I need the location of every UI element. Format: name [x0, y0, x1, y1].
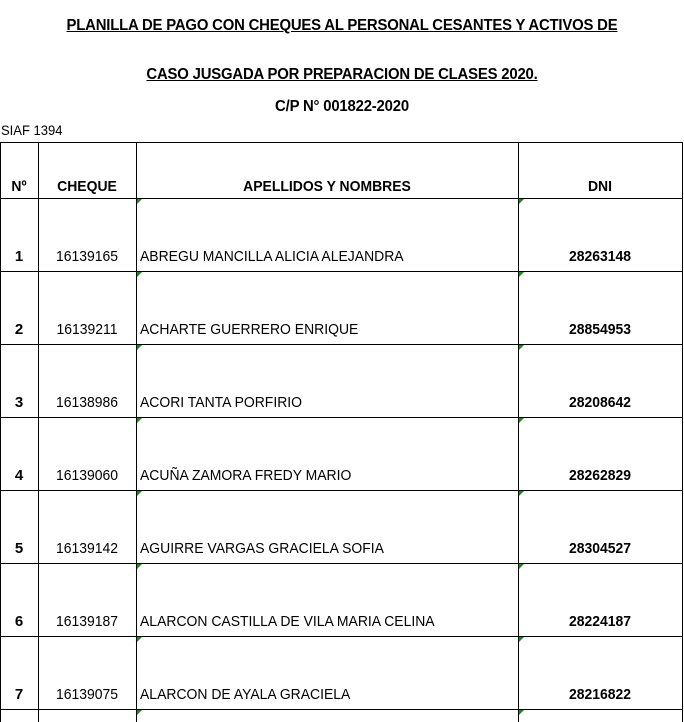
document-subtitle: CASO JUSGADA POR PREPARACION DE CLASES 2020.	[146, 66, 538, 83]
row-number: 4	[14, 467, 24, 484]
grid-hline	[0, 344, 683, 345]
cell-marker-icon	[519, 345, 524, 350]
grid-vline	[38, 142, 39, 722]
cell-marker-icon	[137, 564, 142, 569]
cell-marker-icon	[519, 637, 524, 642]
employee-name: ABREGU MANCILLA ALICIA ALEJANDRA	[140, 248, 404, 265]
employee-dni: 28216822	[568, 686, 632, 703]
payment-table	[0, 142, 684, 722]
employee-name: AGUIRRE VARGAS GRACIELA SOFIA	[140, 540, 384, 557]
header-cheque: CHEQUE	[57, 178, 117, 195]
employee-name: ALARCON CASTILLA DE VILA MARIA CELINA	[140, 613, 435, 630]
employee-dni: 28263148	[568, 248, 632, 265]
cell-marker-icon	[519, 418, 524, 423]
employee-name: ALARCON DE AYALA GRACIELA	[140, 686, 351, 703]
header-name: APELLIDOS Y NOMBRES	[243, 178, 411, 195]
row-number: 1	[14, 248, 24, 265]
cell-marker-icon	[519, 564, 524, 569]
cheque-number: 16139060	[55, 467, 119, 484]
cp-number: C/P N° 001822-2020	[275, 98, 409, 115]
cheque-number: 16139187	[55, 613, 119, 630]
employee-dni: 28224187	[568, 613, 632, 630]
grid-vline	[136, 142, 137, 722]
cell-marker-icon	[137, 637, 142, 642]
employee-name: ACORI TANTA PORFIRIO	[140, 394, 302, 411]
cell-marker-icon	[137, 272, 142, 277]
cheque-number: 16139075	[55, 686, 119, 703]
grid-hline	[0, 271, 683, 272]
grid-hline	[0, 142, 683, 143]
cheque-number: 16139165	[55, 248, 119, 265]
row-number: 6	[14, 613, 24, 630]
cell-marker-icon	[137, 418, 142, 423]
employee-name: ACUÑA ZAMORA FREDY MARIO	[140, 467, 352, 484]
siaf-number: SIAF 1394	[1, 122, 63, 138]
grid-hline	[0, 490, 683, 491]
cell-marker-icon	[137, 199, 142, 204]
grid-hline	[0, 417, 683, 418]
cheque-number: 16139142	[55, 540, 119, 557]
employee-dni: 28262829	[568, 467, 632, 484]
employee-dni: 28304527	[568, 540, 632, 557]
cell-marker-icon	[519, 491, 524, 496]
employee-dni: 28854953	[568, 321, 632, 338]
grid-hline	[0, 636, 683, 637]
row-number: 3	[14, 394, 24, 411]
cell-marker-icon	[519, 272, 524, 277]
document-title: PLANILLA DE PAGO CON CHEQUES AL PERSONAL CESANTES Y ACTIVOS DE	[66, 17, 618, 34]
header-number: Nº	[11, 178, 27, 195]
grid-hline	[0, 198, 683, 199]
grid-hline	[0, 709, 683, 710]
row-number: 5	[14, 540, 24, 557]
row-number: 2	[14, 321, 24, 338]
grid-vline	[0, 142, 1, 722]
cell-marker-icon	[519, 710, 524, 715]
grid-hline	[0, 563, 683, 564]
cell-marker-icon	[137, 491, 142, 496]
cell-marker-icon	[137, 710, 142, 715]
employee-dni: 28208642	[568, 394, 632, 411]
grid-vline	[518, 142, 519, 722]
cheque-number: 16139211	[56, 321, 118, 338]
header-dni: DNI	[587, 178, 613, 195]
cell-marker-icon	[137, 345, 142, 350]
cheque-number: 16138986	[55, 394, 119, 411]
employee-name: ACHARTE GUERRERO ENRIQUE	[140, 321, 359, 338]
cell-marker-icon	[519, 199, 524, 204]
row-number: 7	[14, 686, 24, 703]
grid-vline	[682, 142, 683, 722]
